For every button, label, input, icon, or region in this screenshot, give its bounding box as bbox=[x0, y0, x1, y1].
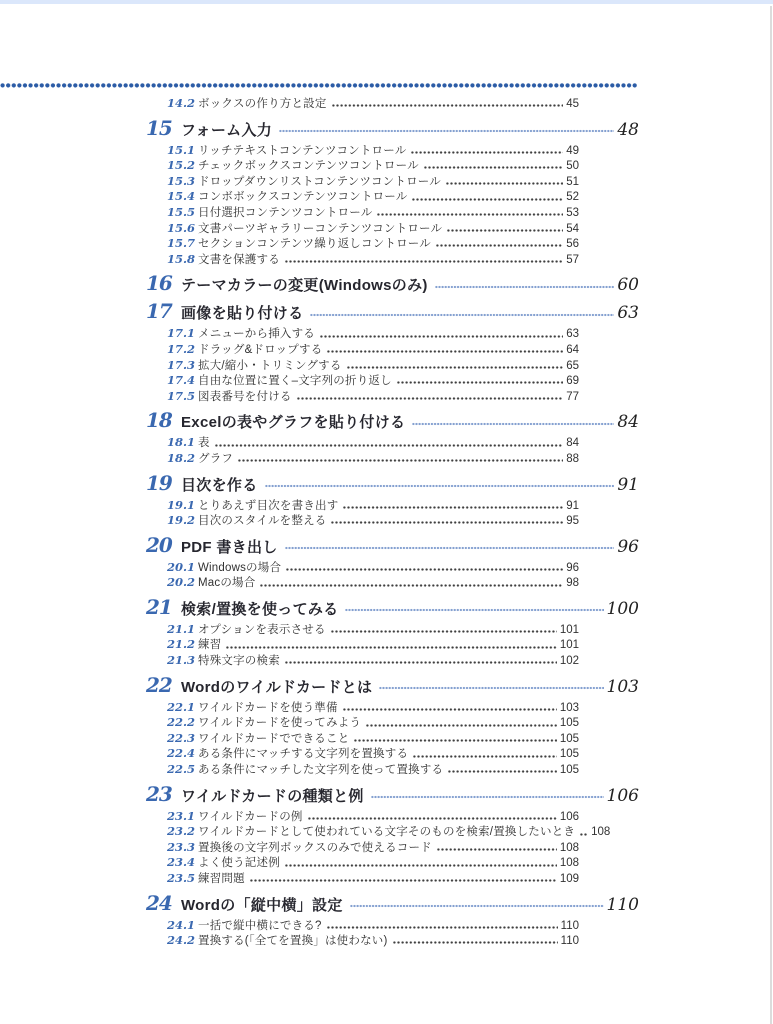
chapter-dot-leader bbox=[285, 546, 615, 550]
toc-section-row bbox=[0, 513, 579, 529]
section-page-number: 50 bbox=[566, 160, 579, 173]
section-title: ドラッグ&ドロップする bbox=[198, 343, 323, 356]
toc-chapter-row bbox=[0, 674, 639, 697]
toc-section-row bbox=[0, 824, 611, 840]
toc-chapter-row bbox=[0, 534, 639, 557]
section-title: 図表番号を付ける bbox=[198, 390, 292, 403]
chapter-page-number: 60 bbox=[617, 275, 639, 296]
section-title: 特殊文字の検索 bbox=[198, 655, 280, 668]
section-page-number: 65 bbox=[566, 359, 579, 372]
section-page-number: 98 bbox=[566, 577, 579, 590]
section-page-number: 56 bbox=[566, 238, 579, 251]
section-dot-leader bbox=[447, 229, 563, 232]
chapter-dot-leader bbox=[310, 313, 614, 317]
toc-chapter-row bbox=[0, 596, 639, 619]
toc-section-row bbox=[0, 373, 579, 389]
section-dot-leader bbox=[347, 366, 564, 369]
section-dot-leader bbox=[331, 630, 557, 633]
chapter-page-number: 103 bbox=[606, 676, 639, 697]
chapter-number: 16 bbox=[146, 271, 172, 296]
section-dot-leader bbox=[260, 584, 563, 587]
section-number: 15.6 bbox=[167, 220, 196, 235]
section-dot-leader bbox=[238, 459, 563, 462]
section-number: 15.3 bbox=[167, 173, 196, 188]
section-number: 17.5 bbox=[167, 388, 196, 403]
section-page-number: 110 bbox=[560, 935, 579, 948]
section-title: 日付選択コンテンツコントロール bbox=[198, 206, 373, 219]
toc-section-row bbox=[0, 637, 579, 653]
section-number: 23.1 bbox=[167, 808, 196, 823]
chapter-title: 目次を作る bbox=[181, 476, 258, 494]
toc-chapter-block bbox=[0, 534, 773, 591]
section-page-number: 88 bbox=[566, 452, 579, 465]
section-number: 23.3 bbox=[167, 839, 196, 854]
section-page-number: 105 bbox=[559, 748, 579, 761]
chapter-title: テーマカラーの変更(Windowsのみ) bbox=[181, 277, 428, 295]
section-number: 15.7 bbox=[167, 236, 196, 251]
chapter-dot-leader bbox=[345, 608, 603, 612]
section-dot-leader bbox=[412, 198, 563, 201]
section-dot-leader bbox=[397, 381, 563, 384]
toc-chapter-block bbox=[0, 300, 773, 404]
section-title: Macの場合 bbox=[198, 577, 256, 590]
chapter-page-number: 84 bbox=[617, 412, 639, 433]
section-page-number: 51 bbox=[566, 175, 579, 188]
section-page-number: 105 bbox=[559, 717, 579, 730]
toc-chapter-row bbox=[0, 300, 639, 323]
section-page-number: 49 bbox=[566, 144, 579, 157]
section-number: 22.1 bbox=[167, 699, 196, 714]
section-title: Windowsの場合 bbox=[198, 561, 282, 574]
toc-section-row bbox=[0, 252, 579, 268]
section-number: 21.3 bbox=[167, 653, 196, 668]
section-title: リッチテキストコンテンツコントロール bbox=[198, 144, 407, 157]
chapter-dot-leader bbox=[371, 795, 604, 799]
section-dot-leader bbox=[437, 848, 557, 851]
section-title: ワイルドカードを使う準備 bbox=[198, 701, 338, 714]
section-number: 23.2 bbox=[167, 824, 196, 839]
toc-section-row bbox=[0, 435, 579, 451]
toc-section-row bbox=[0, 560, 579, 576]
chapter-number: 17 bbox=[146, 299, 172, 324]
section-page-number: 101 bbox=[559, 623, 579, 636]
toc-section-row bbox=[0, 358, 579, 374]
section-number: 21.2 bbox=[167, 637, 196, 652]
section-page-number: 108 bbox=[591, 826, 611, 839]
chapter-number: 22 bbox=[146, 672, 172, 697]
section-dot-leader bbox=[332, 104, 564, 107]
section-dot-leader bbox=[377, 213, 563, 216]
toc-chapter-row bbox=[0, 892, 639, 915]
section-title: 文書を保護する bbox=[198, 253, 280, 266]
toc-chapter-block bbox=[0, 892, 773, 949]
section-page-number: 54 bbox=[566, 222, 579, 235]
section-title: 表 bbox=[198, 437, 210, 450]
section-number: 19.1 bbox=[167, 497, 196, 512]
section-title: 一括で縦中横にできる? bbox=[198, 919, 322, 932]
section-page-number: 110 bbox=[560, 919, 579, 932]
toc-section-row bbox=[0, 918, 579, 934]
section-number: 24.2 bbox=[167, 933, 196, 948]
toc-chapter-block bbox=[0, 472, 773, 529]
toc-section-row bbox=[0, 174, 579, 190]
section-title: ドロップダウンリストコンテンツコントロール bbox=[198, 175, 441, 188]
section-page-number: 109 bbox=[559, 873, 579, 885]
section-title: グラフ bbox=[198, 452, 234, 465]
section-dot-leader bbox=[424, 166, 563, 169]
section-number: 15.1 bbox=[167, 142, 196, 157]
toc-section-row bbox=[0, 871, 579, 887]
section-number: 17.2 bbox=[167, 341, 196, 356]
section-page-number: 77 bbox=[566, 390, 579, 403]
chapter-dot-leader bbox=[265, 484, 615, 488]
section-title: 置換後の文字列ボックスのみで使えるコード bbox=[198, 841, 432, 854]
chapter-title: Wordのワイルドカードとは bbox=[181, 678, 373, 696]
section-number: 23.4 bbox=[167, 855, 196, 870]
section-page-number: 106 bbox=[559, 810, 579, 823]
section-dot-leader bbox=[446, 182, 563, 185]
toc-section-row bbox=[0, 498, 579, 514]
section-number: 19.2 bbox=[167, 513, 196, 528]
chapter-page-number: 96 bbox=[617, 536, 639, 557]
toc-section-row bbox=[0, 933, 579, 949]
chapter-dot-leader bbox=[350, 904, 604, 908]
section-page-number: 57 bbox=[566, 253, 579, 266]
section-title: 練習問題 bbox=[198, 873, 245, 885]
section-page-number: 69 bbox=[566, 375, 579, 388]
chapter-title: ワイルドカードの種類と例 bbox=[181, 787, 364, 805]
chapter-page-number: 110 bbox=[606, 894, 639, 915]
section-number: 15.2 bbox=[167, 158, 196, 173]
section-title: 目次のスタイルを整える bbox=[198, 515, 327, 528]
section-page-number: 52 bbox=[566, 191, 579, 204]
section-title: 拡大/縮小・トリミングする bbox=[198, 359, 342, 372]
toc-section-row bbox=[0, 451, 579, 467]
chapter-dot-leader bbox=[379, 686, 603, 690]
section-page-number: 53 bbox=[566, 206, 579, 219]
section-title: ワイルドカードの例 bbox=[198, 810, 303, 823]
toc-chapter-block bbox=[0, 117, 773, 268]
section-dot-leader bbox=[286, 568, 563, 571]
toc-section-row bbox=[0, 700, 579, 716]
toc-section-row bbox=[0, 221, 579, 237]
section-number: 17.4 bbox=[167, 373, 196, 388]
toc-section-row bbox=[0, 840, 579, 856]
toc-section-row bbox=[0, 715, 579, 731]
section-title: ワイルドカードでできること bbox=[198, 732, 350, 745]
section-page-number: 108 bbox=[559, 841, 579, 854]
section-page-number: 95 bbox=[566, 515, 579, 528]
section-title: メニューから挿入する bbox=[198, 328, 315, 341]
toc-chapter-row bbox=[0, 783, 639, 806]
toc-section-row bbox=[0, 158, 579, 174]
section-dot-leader bbox=[411, 151, 563, 154]
section-title: ワイルドカードを使ってみよう bbox=[198, 717, 362, 730]
section-dot-leader bbox=[413, 755, 557, 758]
section-dot-leader bbox=[343, 708, 557, 711]
section-number: 21.1 bbox=[167, 621, 196, 636]
chapter-page-number: 106 bbox=[606, 785, 639, 806]
toc-section-row bbox=[0, 731, 579, 747]
chapter-number: 24 bbox=[146, 890, 172, 915]
chapter-title: Wordの「縦中横」設定 bbox=[181, 896, 343, 914]
toc-section-row bbox=[0, 855, 579, 871]
toc-section-row bbox=[0, 575, 579, 591]
toc-section-row bbox=[0, 143, 579, 159]
section-page-number: 96 bbox=[566, 561, 579, 574]
toc-chapter-row bbox=[0, 409, 639, 432]
toc-chapter-block bbox=[0, 783, 773, 887]
section-title: セクションコンテンツ繰り返しコントロール bbox=[198, 238, 431, 251]
toc-chapter-block bbox=[0, 272, 773, 295]
chapter-number: 23 bbox=[146, 781, 172, 806]
section-number: 22.2 bbox=[167, 715, 196, 730]
section-number: 22.4 bbox=[167, 746, 196, 761]
section-number: 17.1 bbox=[167, 326, 196, 341]
section-number: 18.1 bbox=[167, 435, 196, 450]
toc-section-row bbox=[0, 342, 579, 358]
section-title: 文書パーツギャラリーコンテンツコントロール bbox=[198, 222, 443, 235]
toc-section-row bbox=[0, 653, 579, 669]
section-number: 20.1 bbox=[167, 559, 196, 574]
section-page-number: 105 bbox=[559, 764, 579, 777]
chapter-page-number: 48 bbox=[617, 119, 639, 140]
chapter-number: 20 bbox=[146, 532, 172, 557]
chapter-title: フォーム入力 bbox=[181, 121, 273, 139]
section-page-number: 91 bbox=[566, 499, 579, 512]
section-dot-leader bbox=[320, 335, 563, 338]
toc-section-row bbox=[0, 622, 579, 638]
chapter-number: 19 bbox=[146, 470, 172, 495]
section-page-number: 64 bbox=[566, 343, 579, 356]
section-number: 17.3 bbox=[167, 357, 196, 372]
toc-section-row bbox=[0, 96, 579, 112]
chapter-title: 検索/置換を使ってみる bbox=[181, 600, 339, 618]
toc-section-row bbox=[0, 762, 579, 778]
dotted-separator bbox=[0, 82, 637, 89]
section-dot-leader bbox=[343, 506, 563, 509]
toc-section-row bbox=[0, 746, 579, 762]
section-dot-leader bbox=[393, 941, 558, 944]
section-dot-leader bbox=[215, 444, 564, 447]
toc-chapter-row bbox=[0, 117, 639, 140]
toc-chapter-row bbox=[0, 472, 639, 495]
toc-section-row bbox=[0, 236, 579, 252]
chapter-page-number: 91 bbox=[617, 474, 639, 495]
toc-section-row bbox=[0, 205, 579, 221]
chapter-page-number: 100 bbox=[606, 598, 639, 619]
section-number: 15.4 bbox=[167, 189, 196, 204]
section-number: 18.2 bbox=[167, 450, 196, 465]
section-number: 22.5 bbox=[167, 762, 196, 777]
chapter-number: 21 bbox=[146, 594, 172, 619]
toc-chapter-block bbox=[0, 596, 773, 669]
chapter-number: 18 bbox=[146, 408, 172, 433]
section-dot-leader bbox=[327, 926, 558, 929]
chapter-dot-leader bbox=[279, 129, 614, 133]
section-number: 14.2 bbox=[167, 96, 196, 110]
toc-section-row bbox=[0, 389, 579, 405]
toc-section-row bbox=[0, 809, 579, 825]
section-dot-leader bbox=[327, 350, 563, 353]
section-title: とりあえず目次を書き出す bbox=[198, 499, 339, 512]
section-number: 15.8 bbox=[167, 251, 196, 266]
section-title: 置換する(「全てを置換」は使わない) bbox=[198, 935, 388, 948]
chapter-title: 画像を貼り付ける bbox=[181, 305, 304, 323]
section-dot-leader bbox=[354, 739, 556, 742]
page-top-band bbox=[0, 0, 773, 4]
chapter-title: PDF 書き出し bbox=[181, 538, 278, 556]
section-title: ワイルドカードとして使われている文字そのものを検索/置換したいとき bbox=[198, 826, 576, 839]
section-title: ある条件にマッチした文字列を使って置換する bbox=[198, 764, 444, 777]
section-page-number: 101 bbox=[559, 639, 579, 652]
section-number: 20.2 bbox=[167, 575, 196, 590]
chapter-page-number: 63 bbox=[617, 303, 639, 324]
section-title: 練習 bbox=[198, 639, 222, 652]
section-dot-leader bbox=[448, 770, 557, 773]
section-number: 22.3 bbox=[167, 730, 196, 745]
section-dot-leader bbox=[331, 521, 563, 524]
section-title: チェックボックスコンテンツコントロール bbox=[198, 160, 419, 173]
toc-list bbox=[0, 96, 773, 949]
section-title: 自由な位置に置く–文字列の折り返し bbox=[198, 375, 392, 388]
section-dot-leader bbox=[366, 724, 557, 727]
section-number: 15.5 bbox=[167, 204, 196, 219]
section-dot-leader bbox=[436, 244, 563, 247]
chapter-dot-leader bbox=[412, 422, 614, 426]
section-title: コンボボックスコンテンツコントロール bbox=[198, 191, 408, 204]
section-dot-leader bbox=[285, 864, 557, 867]
section-dot-leader bbox=[308, 817, 557, 820]
section-page-number: 84 bbox=[566, 437, 579, 450]
section-title: ある条件にマッチする文字列を置換する bbox=[198, 748, 409, 761]
section-dot-leader bbox=[226, 646, 556, 649]
toc-chapter-block bbox=[0, 674, 773, 778]
section-page-number: 63 bbox=[566, 328, 579, 341]
toc-chapter-block bbox=[0, 409, 773, 466]
section-page-number: 103 bbox=[559, 701, 579, 714]
section-page-number: 105 bbox=[559, 732, 579, 745]
section-number: 24.1 bbox=[167, 917, 196, 932]
section-page-number: 108 bbox=[559, 857, 579, 870]
section-dot-leader bbox=[580, 833, 588, 836]
chapter-dot-leader bbox=[435, 285, 615, 289]
section-dot-leader bbox=[285, 260, 563, 263]
section-dot-leader bbox=[297, 397, 564, 400]
chapter-number: 15 bbox=[146, 115, 172, 140]
section-title: オプションを表示させる bbox=[198, 623, 326, 636]
toc-section-row bbox=[0, 189, 579, 205]
section-dot-leader bbox=[250, 879, 557, 882]
section-dot-leader bbox=[285, 661, 557, 664]
section-title: よく使う記述例 bbox=[198, 857, 280, 870]
toc-section-row bbox=[0, 326, 579, 342]
section-title: ボックスの作り方と設定 bbox=[198, 98, 327, 110]
section-page-number: 102 bbox=[559, 655, 579, 668]
section-number: 23.5 bbox=[167, 871, 196, 885]
toc-chapter-row bbox=[0, 272, 639, 295]
chapter-title: Excelの表やグラフを貼り付ける bbox=[181, 414, 406, 432]
section-page-number: 45 bbox=[566, 98, 579, 110]
